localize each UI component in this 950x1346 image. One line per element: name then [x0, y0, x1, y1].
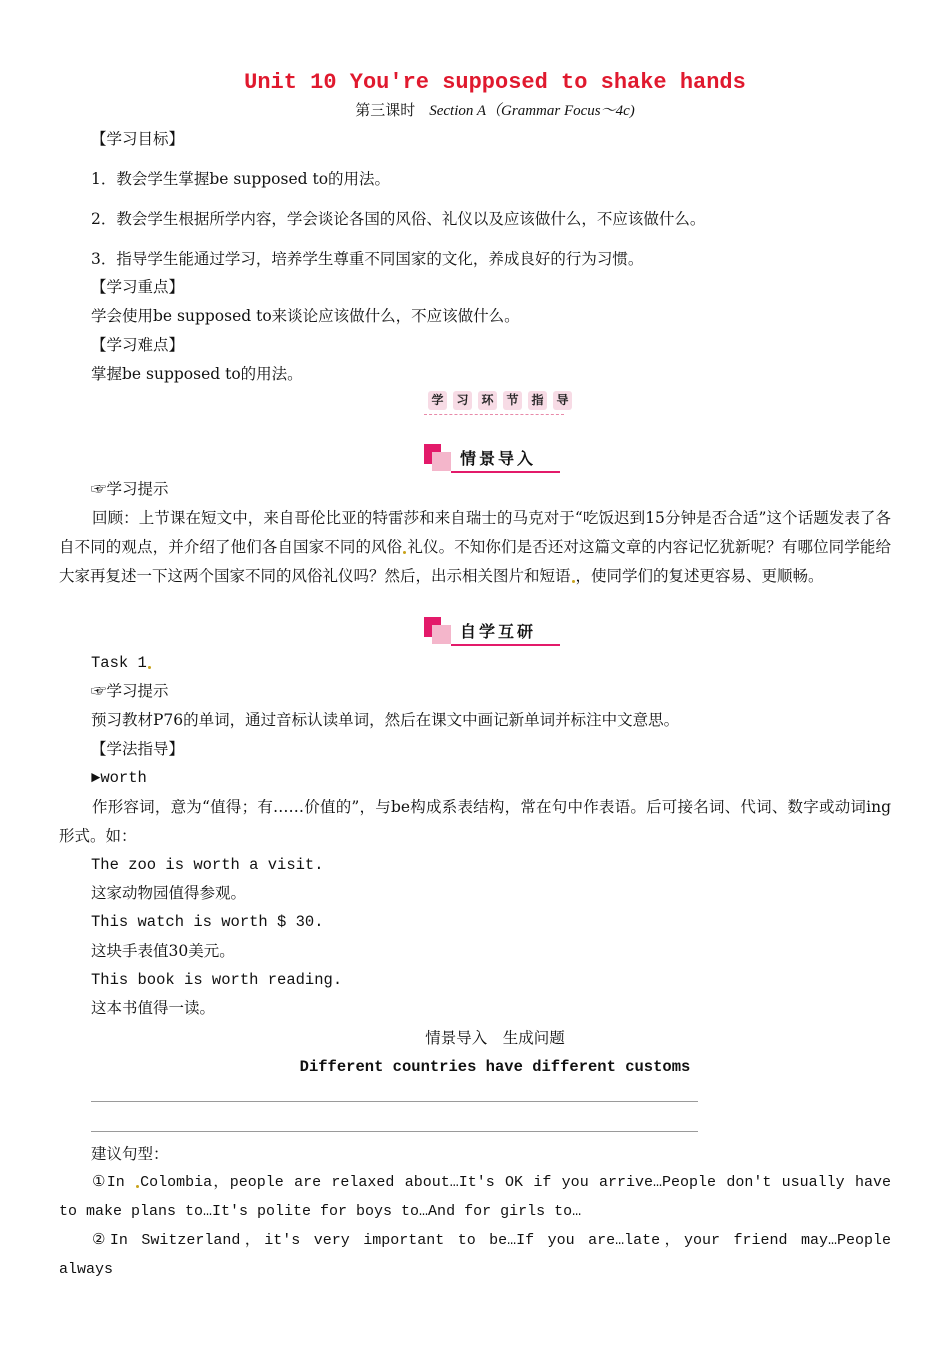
key-points-text: 学会使用be supposed to来谈论应该做什么，不应该做什么。	[91, 307, 520, 325]
section-header-intro	[424, 443, 560, 473]
vocab-word	[91, 767, 147, 789]
example-en: The zoo is worth a visit.	[91, 856, 324, 874]
task-label	[91, 652, 152, 674]
pattern-text: Colombia，people are relaxed about…It's OK if you arrive…People don't usually have to make plans to…It's polite for boys to…And for girls to…	[59, 1174, 892, 1220]
objective-text: 教会学生掌握be supposed to的用法。	[116, 170, 391, 188]
banner-char: 学	[428, 391, 447, 410]
objective-3	[91, 248, 643, 270]
difficulty-heading: 【学习难点】	[91, 336, 185, 354]
study-tip-label: ☞学习提示	[91, 682, 169, 700]
banner-char: 环	[478, 391, 497, 410]
answer-line	[91, 1131, 698, 1132]
pattern-switzerland: ②In Switzerland，it's very important to be…If you are…late，your friend may…People always	[59, 1232, 891, 1278]
review-text: 回顾：上节课在短文中，来自哥伦比亚的特雷莎和来自瑞士的马克对于“吃饭迟到15分钟是否合适”这个话题发表了各自不同的观点，并介绍了他们各自国家不同的风俗	[59, 509, 891, 556]
triangle-bullet-icon: ►	[91, 769, 101, 787]
key-points-heading: 【学习重点】	[91, 278, 185, 296]
word-explanation: 作形容词，意为“值得；有……价值的”，与be构成系表结构，常在句中作表语。后可接名词、代词、数字或动词ing形式。如：	[59, 798, 891, 845]
task-label-text: Task 1	[91, 654, 147, 672]
objective-num: 2．	[91, 210, 117, 228]
example-en: This watch is worth $ 30.	[91, 913, 324, 931]
section-label: Section A（Grammar Focus～4c)	[429, 103, 635, 119]
section-header-label: 自学互研	[460, 622, 537, 641]
objective-text: 指导学生能通过学习，培养学生尊重不同国家的文化，养成良好的行为习惯。	[116, 250, 644, 268]
scene-heading: 情景导入 生成问题	[425, 1029, 565, 1047]
difficulty-text: 掌握be supposed to的用法。	[91, 365, 303, 383]
vocab-word-text: worth	[100, 769, 147, 787]
example-en: This book is worth reading.	[91, 971, 343, 989]
objective-1	[91, 168, 390, 190]
study-guide-banner	[424, 389, 569, 415]
preview-text: 预习教材P76的单词，通过音标认读单词，然后在课文中画记新单词并标注中文意思。	[91, 711, 680, 729]
answer-line	[91, 1101, 698, 1102]
objective-text: 教会学生根据所学内容，学会谈论各国的风俗、礼仪以及应该做什么，不应该做什么。	[116, 210, 706, 228]
objective-num: 3．	[91, 250, 117, 268]
banner-char: 习	[453, 391, 472, 410]
method-heading: 【学法指导】	[91, 740, 185, 758]
objective-num: 1．	[91, 170, 117, 188]
study-tip-label: ☞学习提示	[91, 480, 169, 498]
review-text: ，使同学们的复述更容易、更顺畅。	[575, 567, 824, 585]
banner-char: 导	[553, 391, 572, 410]
review-text: 礼仪。不知你们是否还对这篇文章的内容记忆犹新呢？有哪位同学能给大家再复述一下这两个国家不同的风俗礼仪吗？然后，出示相关图片和短语	[59, 538, 891, 585]
suggested-patterns-label: 建议句型：	[91, 1145, 169, 1163]
banner-char: 指	[528, 391, 547, 410]
pattern-text: ①In	[92, 1174, 136, 1191]
example-zh: 这块手表值30美元。	[91, 942, 235, 960]
scene-title: Different countries have different customs	[299, 1058, 691, 1076]
page-title: Unit 10 You're supposed to shake hands	[244, 70, 746, 95]
pattern-colombia	[59, 1168, 891, 1226]
banner-char: 节	[503, 391, 522, 410]
review-paragraph	[59, 504, 891, 591]
objective-2	[91, 208, 705, 230]
lesson-number: 第三课时	[355, 101, 416, 119]
example-zh: 这家动物园值得参观。	[91, 884, 247, 902]
example-zh: 这本书值得一读。	[91, 999, 216, 1017]
section-header-self-study	[424, 616, 560, 646]
lesson-subtitle	[0, 99, 950, 122]
objectives-heading: 【学习目标】	[91, 130, 185, 148]
section-header-label: 情景导入	[460, 449, 537, 468]
